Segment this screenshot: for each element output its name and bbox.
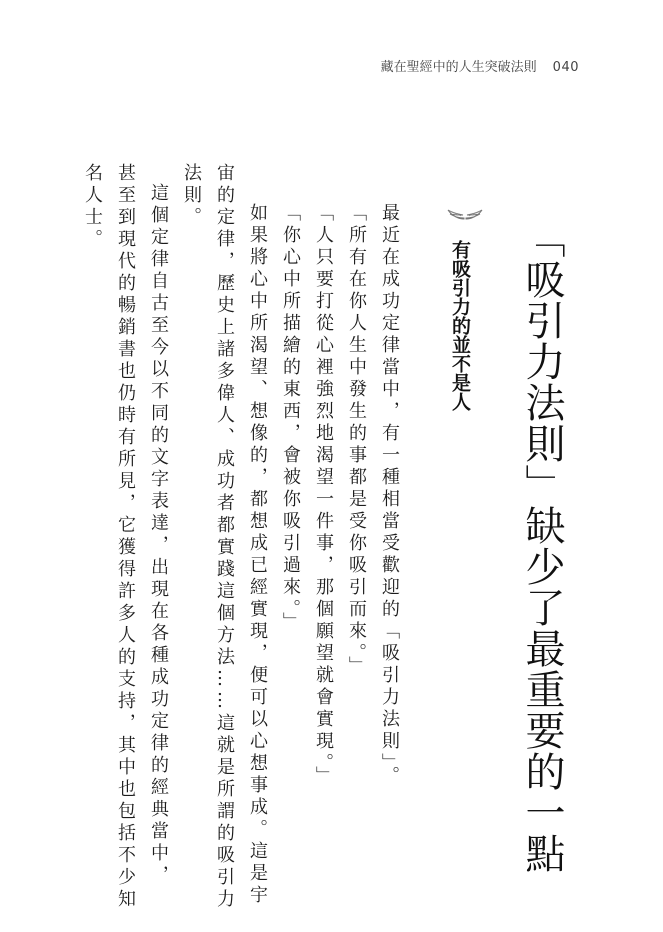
body-line: 「你心中所描繪的東西，會被你吸引過來。」 bbox=[280, 203, 301, 634]
wings-icon bbox=[447, 207, 483, 225]
book-title: 藏在聖經中的人生突破法則 bbox=[380, 60, 537, 75]
body-line: 甚至到現代的暢銷書也仍時有所見，它獲得許多人的支持，其中也包括不少知 bbox=[115, 163, 136, 911]
body-line: 名人士。 bbox=[82, 163, 103, 251]
running-header bbox=[381, 56, 579, 75]
body-line: 「人只要打從心裡強烈地渴望一件事，那個願望就會實現。」 bbox=[313, 203, 334, 788]
chapter-title: 「吸引力法則」缺少了最重要的一點 bbox=[519, 218, 565, 874]
body-line: 法則。 bbox=[181, 163, 202, 229]
body-line: 宙的定律，歷史上諸多偉人、成功者都實踐這個方法……這就是所謂的吸引力 bbox=[214, 163, 235, 911]
body-line: 這個定律自古至今以不同的文字表達，出現在各種成功定律的經典當中， bbox=[148, 183, 169, 887]
body-line: 「所有在你人生中發生的事都是受你吸引而來。」 bbox=[346, 203, 367, 678]
body-line: 最近在成功定律當中，有一種相當受歡迎的「吸引力法則」。 bbox=[379, 203, 400, 788]
section-title: 有吸引力的並不是人 bbox=[449, 240, 471, 411]
body-line: 如果將心中所渴望、想像的，都想成已經實現，便可以心想事成。這是宇 bbox=[247, 203, 268, 907]
page-number: 040 bbox=[552, 60, 579, 75]
